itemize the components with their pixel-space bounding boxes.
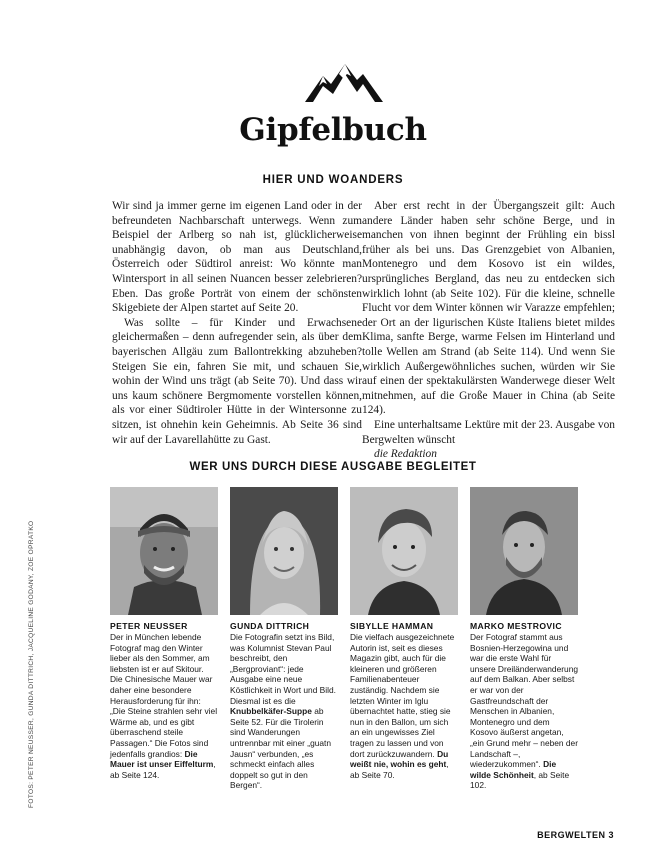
portrait-photo xyxy=(110,487,218,615)
portrait-photo xyxy=(470,487,578,615)
contributor-card xyxy=(350,487,458,780)
article-paragraph: Was sollte – für Kinder und Erwachsene gleichermaßen – denn aufregender sein, als über dem bayerischen Allgäu zum Ballontrekking abzuheben? Steigen Sie ein, fahren Sie mit, und schauen Sie, wohin der Wind uns trägt (ab Seite 70). Und dass wir uns kaum schönere Bergmomente vorstellen können, als vor einer Südtiroler Hütte in der Wintersonne zu sitzen, ist ohnehin kein Geheimnis. Ab Seite 36 sind wir auf der Lavarellahütte zu Gast. xyxy=(112,316,362,446)
article-column-left xyxy=(112,199,362,447)
page-number: BERGWELTEN 3 xyxy=(537,830,614,840)
contributors-heading: WER UNS DURCH DIESE AUSGABE BEGLEITET xyxy=(189,461,477,473)
contributor-card xyxy=(230,487,338,791)
contributor-bio: Die vielfach ausgezeichnete Autorin ist, seit es dieses Magazin gibt, auch für die kleineren und größeren Familienabenteuer zuständig. Nachdem sie letzten Winter im Iglu übernachtet hatte, stieg sie nun in den Ballon, um sich an ein ungewisses Ziel tragen zu lassen und von dort zurückzuwandern. Du weißt nie, wohin es geht, ab Seite 70. xyxy=(350,632,455,780)
portrait-photo xyxy=(350,487,458,615)
contributor-name: SIBYLLE HAMMAN xyxy=(350,621,434,631)
mountain-icon xyxy=(303,62,385,104)
article-column-right xyxy=(362,199,615,462)
contributor-bio: Der in München lebende Fotograf mag den Winter lieber als den Sommer, am liebsten ist er auf Skitour. Die Chinesische Mauer war daher eine besondere Herausforderung für ihn: „Die Steine strahlen sehr viel Wärme ab, und es gibt überraschend steile Passagen.“ Die Fotos sind jedenfalls grandios: Die Mauer ist unser Eiffelturm, ab Seite 124. xyxy=(110,632,218,780)
signature: die Redaktion xyxy=(374,448,437,461)
page-title: Gipfelbuch xyxy=(239,112,427,148)
article-paragraph: Wir sind ja immer gerne im eigenen Land oder in der befreundeten Nachbarschaft unterwegs. Wenn zum Beispiel der Arlberg so nah ist, glücklicherweise unabhängig davon, ob man aus Deutschland, Österreich oder Südtirol anreist: Wo könnte man Wintersport in all seinen Nuancen besser zelebrieren? Eben. Das große Porträt von einem der schönsten Skigebiete der Alpen startet auf Seite 20. xyxy=(112,200,362,315)
portrait-photo xyxy=(230,487,338,615)
photo-credit-text: FOTOS: PETER NEUSSER, GUNDA DITTRICH, JACQUELINE GODANY, ZOE OPRATKO xyxy=(28,520,35,808)
contributor-card xyxy=(110,487,218,780)
contributor-bio: Der Fotograf stammt aus Bosnien-Herzegowina und war die erste Wahl für unsere Dreiländerwanderung auf dem Balkan. Aber selbst er war von der Gastfreundschaft der Menschen in Albanien, Montenegro und dem Kosovo äußerst angetan, „ein Grund mehr – neben der Landschaft –, wiederzukommen“. Die wilde Schönheit, ab Seite 102. xyxy=(470,632,579,791)
contributor-name: GUNDA DITTRICH xyxy=(230,621,310,631)
article-paragraph: Eine unterhaltsame Lektüre mit der 23. Ausgabe von Bergwelten wünscht xyxy=(362,418,615,446)
photo-credit xyxy=(28,518,42,808)
contributor-name: PETER NEUSSER xyxy=(110,621,188,631)
contributor-card xyxy=(470,487,578,791)
page-subtitle: HIER UND WOANDERS xyxy=(262,174,404,186)
contributor-bio: Die Fotografin setzt ins Bild, was Kolumnist Stevan Paul beschreibt, den „Bergproviant“: jede Ausgabe eine neue Köstlichkeit in Wort und Bild. Diesmal ist es die Knubbelkäfer-Suppe ab Seite 52. Für die Tirolerin sind Wanderungen untrennbar mit einer „guatn Jausn“ verbunden, „es schmeckt einfach alles doppelt so gut in den Bergen“. xyxy=(230,632,336,791)
article-paragraph: Aber erst recht in der Übergangszeit gilt: Auch andere Länder haben sehr schöne Berge, und in manchen von ihnen beginnt der Frühling ein bissl früher als bei uns. Das Grenzgebiet von Albanien, Montenegro und dem Kosovo ist ein wildes, ursprüngliches Bergland, das neu zu entdecken sich wirklich lohnt (ab Seite 102). Für die kleine, schnelle Flucht vor dem Winter können wir Varazze empfehlen; der Ort an der ligurischen Küste Italiens bietet mildes Klima, sanfte Berge, warme Felsen im Hinterland und tolle Wellen am Strand (ab Seite 114). Und wenn Sie wirklich Außergewöhnliches suchen, würden wir Sie auf einen der spektakulärsten Wanderwege dieser Welt mitnehmen, auf die Große Mauer in China (ab Seite 124). xyxy=(362,200,615,417)
contributor-name: MARKO MESTROVIC xyxy=(470,621,562,631)
